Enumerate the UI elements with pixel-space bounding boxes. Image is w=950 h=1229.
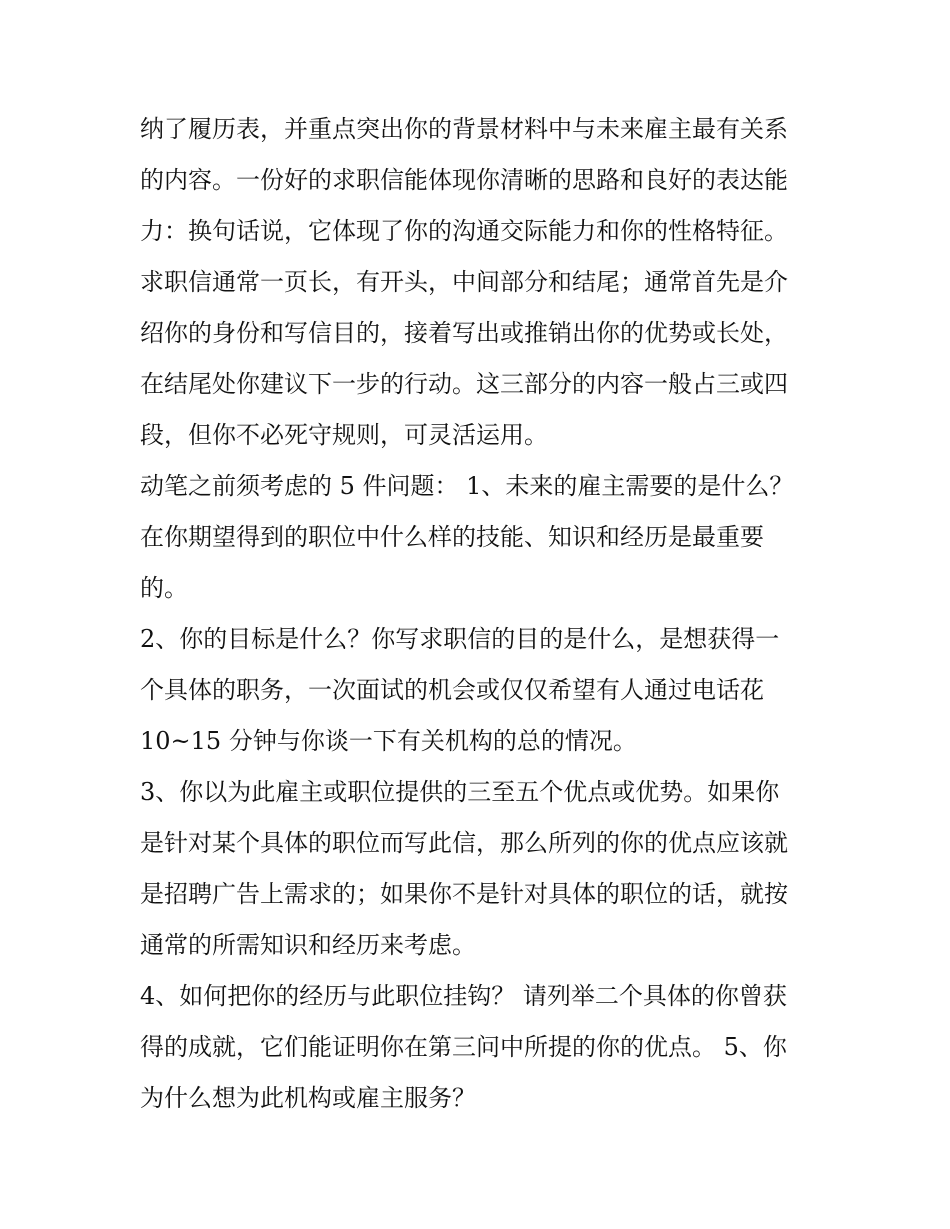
text-line: 为什么想为此机构或雇主服务？ bbox=[140, 1084, 476, 1112]
text-line: 4、如何把你的经历与此职位挂钩？ 请列举二个具体的你曾获 bbox=[140, 982, 787, 1010]
text-line: 得的成就，它们能证明你在第三问中所提的你的优点。 5、你 bbox=[140, 1033, 787, 1061]
text-line: 力：换句话说，它体现了你的沟通交际能力和你的性格特征。 bbox=[140, 217, 788, 245]
text-line: 的内容。一份好的求职信能体现你清晰的思路和良好的表达能 bbox=[140, 166, 788, 194]
text-line: 的。 bbox=[140, 574, 188, 602]
text-line: 2、你的目标是什么？你写求职信的目的是什么，是想获得一 bbox=[140, 625, 780, 653]
text-line: 通常的所需知识和经历来考虑。 bbox=[140, 931, 476, 959]
text-line: 动笔之前须考虑的 5 件问题： 1、未来的雇主需要的是什么？ bbox=[140, 472, 794, 500]
text-line: 段，但你不必死守规则，可灵活运用。 bbox=[140, 421, 548, 449]
text-line: 个具体的职务，一次面试的机会或仅仅希望有人通过电话花 bbox=[140, 676, 764, 704]
text-line: 在你期望得到的职位中什么样的技能、知识和经历是最重要 bbox=[140, 523, 764, 551]
text-line: 纳了履历表，并重点突出你的背景材料中与未来雇主最有关系 bbox=[140, 115, 788, 143]
text-line: 绍你的身份和写信目的，接着写出或推销出你的优势或长处， bbox=[140, 319, 788, 347]
text-line: 是招聘广告上需求的；如果你不是针对具体的职位的话，就按 bbox=[140, 880, 788, 908]
text-line: 在结尾处你建议下一步的行动。这三部分的内容一般占三或四 bbox=[140, 370, 788, 398]
text-line: 3、你以为此雇主或职位提供的三至五个优点或优势。如果你 bbox=[140, 778, 780, 806]
document-body bbox=[140, 104, 830, 1124]
text-line: 10~15 分钟与你谈一下有关机构的总的情况。 bbox=[140, 727, 637, 755]
text-line: 求职信通常一页长，有开头，中间部分和结尾；通常首先是介 bbox=[140, 268, 788, 296]
text-line: 是针对某个具体的职位而写此信，那么所列的你的优点应该就 bbox=[140, 829, 788, 857]
